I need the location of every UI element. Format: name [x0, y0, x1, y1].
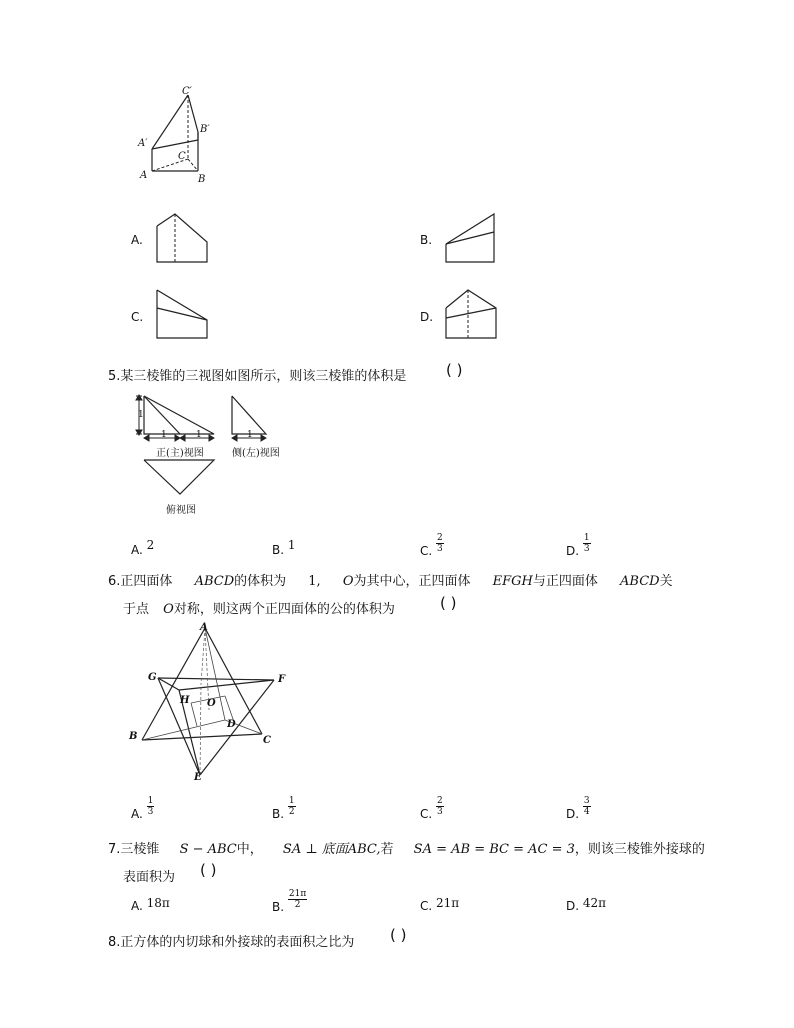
q6-option-b-fraction: $\frac{1}{2}$ — [288, 796, 295, 817]
q5-top-view-label: 俯视图 — [166, 505, 196, 516]
q4-label-b: B — [198, 174, 206, 185]
q7-math-2: SA ⊥ 底面ABC, — [282, 842, 381, 857]
q4-option-b-letter[interactable]: B. — [420, 233, 433, 247]
q6-option-a-fraction: $\frac{1}{3}$ — [147, 796, 154, 817]
q8-answer-paren[interactable]: ( ) — [390, 926, 407, 944]
q6-answer-paren[interactable]: ( ) — [440, 594, 457, 612]
q6-label-b: B — [129, 731, 138, 742]
q5-option-c[interactable]: C. $\frac{2}{3}$ — [420, 533, 443, 558]
q6-option-d-fraction: $\frac{3}{4}$ — [583, 796, 590, 817]
q4-label-c: C — [178, 151, 186, 162]
q6-option-d[interactable]: D. $\frac{3}{4}$ — [566, 796, 590, 821]
q6-label-e: E — [194, 772, 202, 783]
q6-label-f: F — [278, 674, 286, 685]
q5-option-b-value: 1 — [287, 538, 296, 552]
q6-question-line-2: 于点 O对称，则这两个正四面体的公的体积为 — [123, 602, 395, 617]
q7-option-b-fraction: $\frac{21\pi}{2}$ — [288, 889, 307, 910]
q4-option-c-figure[interactable] — [155, 288, 210, 340]
q7-option-c-value: 21π — [436, 896, 460, 910]
q8-text: 正方体的内切球和外接球的表面积之比为 — [120, 935, 355, 950]
q5-dim-1d: 1 — [247, 430, 253, 440]
q5-dim-1a: 1 — [161, 430, 167, 440]
q4-label-b-prime: B′ — [200, 124, 210, 135]
q4-option-d-letter[interactable]: D. — [420, 310, 434, 324]
q4-option-b-figure[interactable] — [444, 212, 496, 264]
q7-option-b[interactable]: B. $\frac{21\pi}{2}$ — [272, 889, 307, 914]
q6-option-b[interactable]: B. $\frac{1}{2}$ — [272, 796, 295, 821]
q5-dim-1c: 1 — [138, 410, 144, 420]
q6-label-a: A — [200, 622, 208, 633]
q7-answer-paren[interactable]: ( ) — [200, 861, 217, 879]
q6-label-c: C — [263, 735, 271, 746]
q5-option-d[interactable]: D. $\frac{1}{3}$ — [566, 533, 590, 558]
q5-option-c-fraction: $\frac{2}{3}$ — [437, 533, 443, 554]
q5-number: 5. — [108, 369, 121, 384]
q6-math-efgh: EFGH — [492, 574, 533, 589]
q6-option-c[interactable]: C. $\frac{2}{3}$ — [420, 796, 443, 821]
q6-number: 6. — [108, 574, 121, 589]
q5-option-a-value: 2 — [146, 538, 155, 552]
q7-option-c[interactable]: C. 21π — [420, 896, 460, 913]
q6-question-line-1: 6.正四面体 ABCD的体积为 1, O为其中心，正四面体 EFGH与正四面体 ABCD关 — [108, 574, 673, 589]
q7-math-3: SA = AB = BC = AC = 3 — [413, 842, 575, 857]
q6-label-h: H — [180, 695, 190, 706]
q5-option-b[interactable]: B. 1 — [272, 538, 296, 557]
q4-label-a: A — [140, 170, 148, 181]
q4-label-a-prime: A′ — [138, 138, 148, 149]
q6-label-d: D — [227, 719, 236, 730]
q7-question-line-2: 表面积为 — [123, 870, 176, 885]
q5-text: 某三棱锥的三视图如图所示，则该三棱锥的体积是 — [120, 369, 407, 384]
q5-option-a[interactable]: A. 2 — [131, 538, 155, 557]
q4-option-d-figure[interactable] — [444, 288, 499, 340]
q7-option-a-value: 18π — [146, 896, 170, 910]
q5-question — [108, 365, 406, 384]
q6-option-c-fraction: $\frac{2}{3}$ — [437, 796, 443, 817]
q4-option-a-letter[interactable]: A. — [131, 233, 143, 247]
q7-math-1: S − ABC — [179, 842, 237, 857]
q6-option-a[interactable]: A. $\frac{1}{3}$ — [131, 796, 154, 821]
q5-option-d-fraction: $\frac{1}{3}$ — [583, 533, 590, 554]
q7-number: 7. — [108, 842, 121, 857]
q7-option-a[interactable]: A. 18π — [131, 896, 170, 913]
q4-option-c-letter[interactable]: C. — [131, 310, 144, 324]
q5-side-view-label: 侧(左)视图 — [232, 448, 280, 459]
q6-math-abcd-2: ABCD — [620, 574, 660, 589]
q6-math-o: O — [342, 574, 354, 589]
q8-number: 8. — [108, 935, 121, 950]
q6-math-o-2: O — [163, 602, 174, 617]
q5-dim-1b: 1 — [196, 430, 202, 440]
q5-answer-paren[interactable]: ( ) — [446, 361, 463, 379]
q7-option-d[interactable]: D. 42π — [566, 896, 607, 913]
q6-label-g: G — [148, 672, 157, 683]
q8-question — [108, 931, 354, 950]
q7-question-line-1: 7.三棱锥 S − ABC中， SA ⊥ 底面ABC,若 SA = AB = BC = AC = 3，则该三棱锥外接球的 — [108, 842, 705, 857]
q5-front-view-label: 正(主)视图 — [156, 448, 204, 459]
q4-option-a-figure[interactable] — [155, 212, 210, 264]
q6-label-o: O — [207, 698, 216, 709]
q7-option-d-value: 42π — [582, 896, 607, 910]
q6-math-abcd: ABCD — [194, 574, 235, 589]
q4-label-c-prime: C′ — [182, 86, 192, 97]
